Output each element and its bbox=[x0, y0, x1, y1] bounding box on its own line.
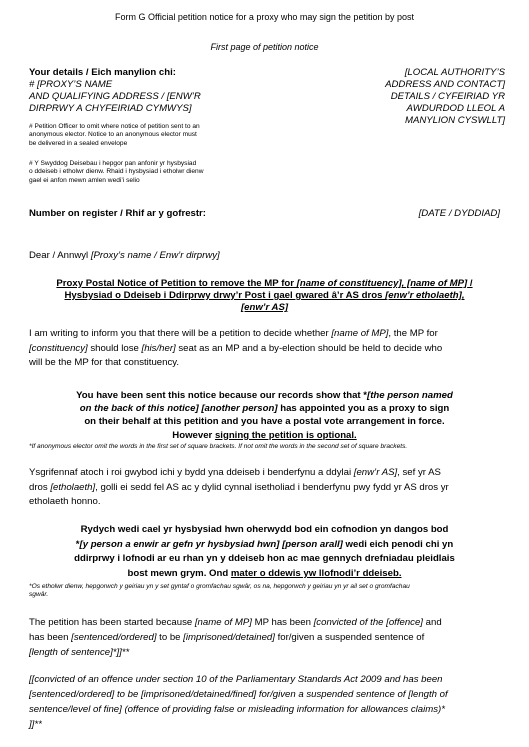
welsh-intro-paragraph bbox=[29, 466, 449, 510]
anonymous-note-english bbox=[29, 123, 200, 148]
intro-line bbox=[29, 327, 442, 342]
intro-placeholder: [constituency] bbox=[29, 342, 88, 354]
footnote-welsh bbox=[29, 583, 410, 600]
note-cy-line: gael ei anfon mewn amlen wedi’i selio bbox=[29, 176, 140, 184]
statement-text: has appointed you as a proxy to sign bbox=[277, 403, 450, 415]
salutation-name: [Proxy’s name / Enw’r dirprwy] bbox=[90, 250, 220, 261]
page-title-text: First page of petition notice bbox=[210, 42, 319, 52]
anonymous-note-welsh bbox=[29, 160, 203, 185]
intro-text: should lose bbox=[87, 342, 142, 354]
notice-title-line: [enw’r AS] bbox=[240, 302, 289, 313]
notice-statement-english bbox=[0, 389, 529, 442]
started-line bbox=[29, 615, 442, 630]
intro-text: I am writing to inform you that there will be a petition to decide whether bbox=[29, 328, 332, 339]
intro-placeholder: [his/her] bbox=[141, 342, 176, 354]
note-en-line: be delivered in a sealed envelope bbox=[29, 139, 128, 147]
footnote-english: *If anonymous elector omit the words in the first set of square brackets. If not omit the words in the second set of square brackets. bbox=[29, 443, 408, 450]
welsh-statement-line: Rydych wedi cael yr hysbysiad hwn oherwydd bod ein cofnodion yn dangos bod bbox=[80, 524, 449, 535]
footnote-welsh-line: *Os etholwr dienw, hepgorwch y geiriau yn y set gyntaf o gromfachau sgwâr, os na, hepgorwch y geiriau yn yr ail set o gromfachau bbox=[29, 583, 410, 590]
register-number-label: Number on register / Rhif ar y gofrestr: bbox=[29, 208, 206, 219]
notice-statement-welsh bbox=[0, 523, 529, 581]
proxy-welsh-line: DIRPRWY A CHYFEIRIAD CYMWYS] bbox=[29, 103, 192, 114]
alternative-line: [sentenced/ordered] to be [imprisoned/detained/fined] for/given a suspended sentence of [length of bbox=[29, 689, 448, 700]
started-line bbox=[29, 630, 442, 645]
notice-title-line bbox=[0, 278, 529, 290]
alternative-line: [[convicted of an offence under section 10 of the Parliamentary Standards Act 2009 and has been bbox=[29, 674, 443, 685]
your-details-block bbox=[29, 67, 201, 115]
alternative-line: ]]** bbox=[29, 719, 42, 730]
your-details-heading: Your details / Eich manylion chi: bbox=[29, 67, 176, 78]
started-text: to be bbox=[156, 632, 184, 643]
proxy-name-line: # [PROXY’S NAME bbox=[29, 79, 113, 90]
footnote-welsh-line: sgwâr. bbox=[29, 591, 49, 599]
started-text: The petition has been started because bbox=[29, 617, 195, 628]
authority-line: MANYLION CYSWLLT] bbox=[404, 115, 505, 126]
authority-line: [LOCAL AUTHORITY’S bbox=[404, 67, 505, 78]
intro-placeholder: [name of MP] bbox=[331, 328, 389, 339]
welsh-intro-line: etholaeth honno. bbox=[29, 496, 101, 507]
statement-line bbox=[0, 389, 529, 402]
started-placeholder: [name of MP] bbox=[194, 617, 252, 628]
note-en-line: anonymous elector. Notice to an anonymous elector must bbox=[29, 131, 197, 139]
welsh-text: , sef yr AS bbox=[397, 467, 441, 478]
statement-placeholder: on the back of this notice] [another person] bbox=[79, 403, 278, 415]
intro-line bbox=[29, 342, 442, 357]
page-title bbox=[0, 42, 529, 53]
alternative-line: sentence/level of fine] (offence of providing false or misleading information for allowances claims)* bbox=[29, 704, 445, 715]
welsh-intro-line bbox=[29, 481, 449, 496]
date-field: [DATE / DYDDIAD] bbox=[418, 208, 500, 219]
welsh-statement-text: bost mewn grym. Ond bbox=[127, 567, 231, 579]
title-text: Proxy Postal Notice of Petition to remove the MP for bbox=[56, 278, 297, 289]
started-paragraph bbox=[29, 615, 442, 660]
statement-text: You have been sent this notice because our records show that * bbox=[76, 390, 368, 401]
welsh-text: Ysgrifennaf atoch i roi gwybod ichi y bydd yna ddeiseb i benderfynu a ddylai bbox=[29, 467, 354, 478]
title-placeholder: [enw’r etholaeth], bbox=[385, 290, 465, 301]
started-text: and bbox=[422, 617, 442, 628]
notice-title bbox=[0, 278, 529, 314]
title-text: Hysbysiad o Ddeiseb i Ddirprwy drwy’r Post i gael gwared â’r AS dros bbox=[64, 290, 386, 301]
started-text: MP has been bbox=[251, 617, 314, 628]
started-text: for/given a suspended sentence of bbox=[274, 632, 425, 643]
statement-line: on their behalf at this petition and you have a postal vote arrangement in force. bbox=[84, 416, 445, 428]
intro-paragraph bbox=[29, 327, 442, 371]
welsh-statement-text: wedi eich penodi chi yn bbox=[342, 538, 454, 550]
intro-text: , the MP for bbox=[388, 328, 438, 339]
started-placeholder: [imprisoned/detained] bbox=[183, 632, 275, 643]
welsh-statement-placeholder: [y person a enwir ar gefn yr hysbysiad hwn] [person arall] bbox=[79, 538, 343, 550]
salutation-prefix: Dear / Annwyl bbox=[29, 250, 91, 261]
welsh-placeholder: [enw’r AS] bbox=[353, 467, 398, 478]
welsh-text: , golli ei sedd fel AS ac y dylid cynnal isetholiad i benderfynu pwy fydd yr AS dros yr bbox=[95, 481, 449, 493]
authority-line: ADDRESS AND CONTACT] bbox=[385, 79, 505, 90]
started-text: has been bbox=[29, 632, 72, 643]
proxy-address-line: AND QUALIFYING ADDRESS / [ENW’R bbox=[29, 91, 201, 102]
title-text: / bbox=[467, 278, 473, 289]
local-authority-block bbox=[385, 67, 505, 127]
welsh-statement-line bbox=[0, 538, 529, 553]
alternative-offence-paragraph bbox=[29, 672, 448, 732]
note-cy-line: o ddeiseb i etholwr dienw. Rhaid i hysbysiad i etholwr dienw bbox=[29, 168, 204, 176]
welsh-statement-line bbox=[0, 567, 529, 582]
welsh-intro-line bbox=[29, 466, 449, 481]
started-placeholder: [sentenced/ordered] bbox=[71, 632, 157, 643]
welsh-text: dros bbox=[29, 481, 51, 493]
statement-text: However bbox=[172, 429, 215, 441]
welsh-statement-line: ddirprwy i lofnodi ar eu rhan yn y ddeiseb hon ac mae gennych drefniadau pleidlais bbox=[74, 553, 455, 565]
intro-line: will be the MP for that constituency. bbox=[29, 357, 180, 368]
authority-line: DETAILS / CYFEIRIAD YR bbox=[390, 91, 505, 102]
form-title bbox=[0, 12, 529, 23]
salutation bbox=[29, 250, 220, 262]
form-title-text: Form G Official petition notice for a proxy who may sign the petition by post bbox=[115, 12, 414, 22]
started-line: [length of sentence]*]]** bbox=[29, 647, 130, 658]
welsh-placeholder: [etholaeth] bbox=[50, 481, 96, 493]
authority-line: AWDURDOD LLEOL A bbox=[406, 103, 505, 114]
intro-text: seat as an MP and a by-election should be held to decide who bbox=[175, 342, 443, 354]
statement-placeholder: [the person named bbox=[367, 390, 453, 401]
welsh-statement-text: * bbox=[75, 538, 80, 550]
started-placeholder: [convicted of the [offence] bbox=[313, 617, 423, 628]
optional-signing-welsh-text: mater o ddewis yw llofnodi’r ddeiseb. bbox=[230, 567, 402, 579]
notice-title-line bbox=[0, 290, 529, 302]
note-en-line: # Petition Officer to omit where notice of petition sent to an bbox=[29, 123, 200, 130]
statement-line bbox=[0, 429, 529, 442]
optional-signing-text: signing the petition is optional. bbox=[214, 429, 357, 441]
title-placeholder: [name of constituency], [name of MP] bbox=[296, 278, 468, 289]
note-cy-line: # Y Swyddog Deisebau i hepgor pan anfonir yr hysbysiad bbox=[29, 160, 197, 167]
statement-line bbox=[0, 402, 529, 415]
